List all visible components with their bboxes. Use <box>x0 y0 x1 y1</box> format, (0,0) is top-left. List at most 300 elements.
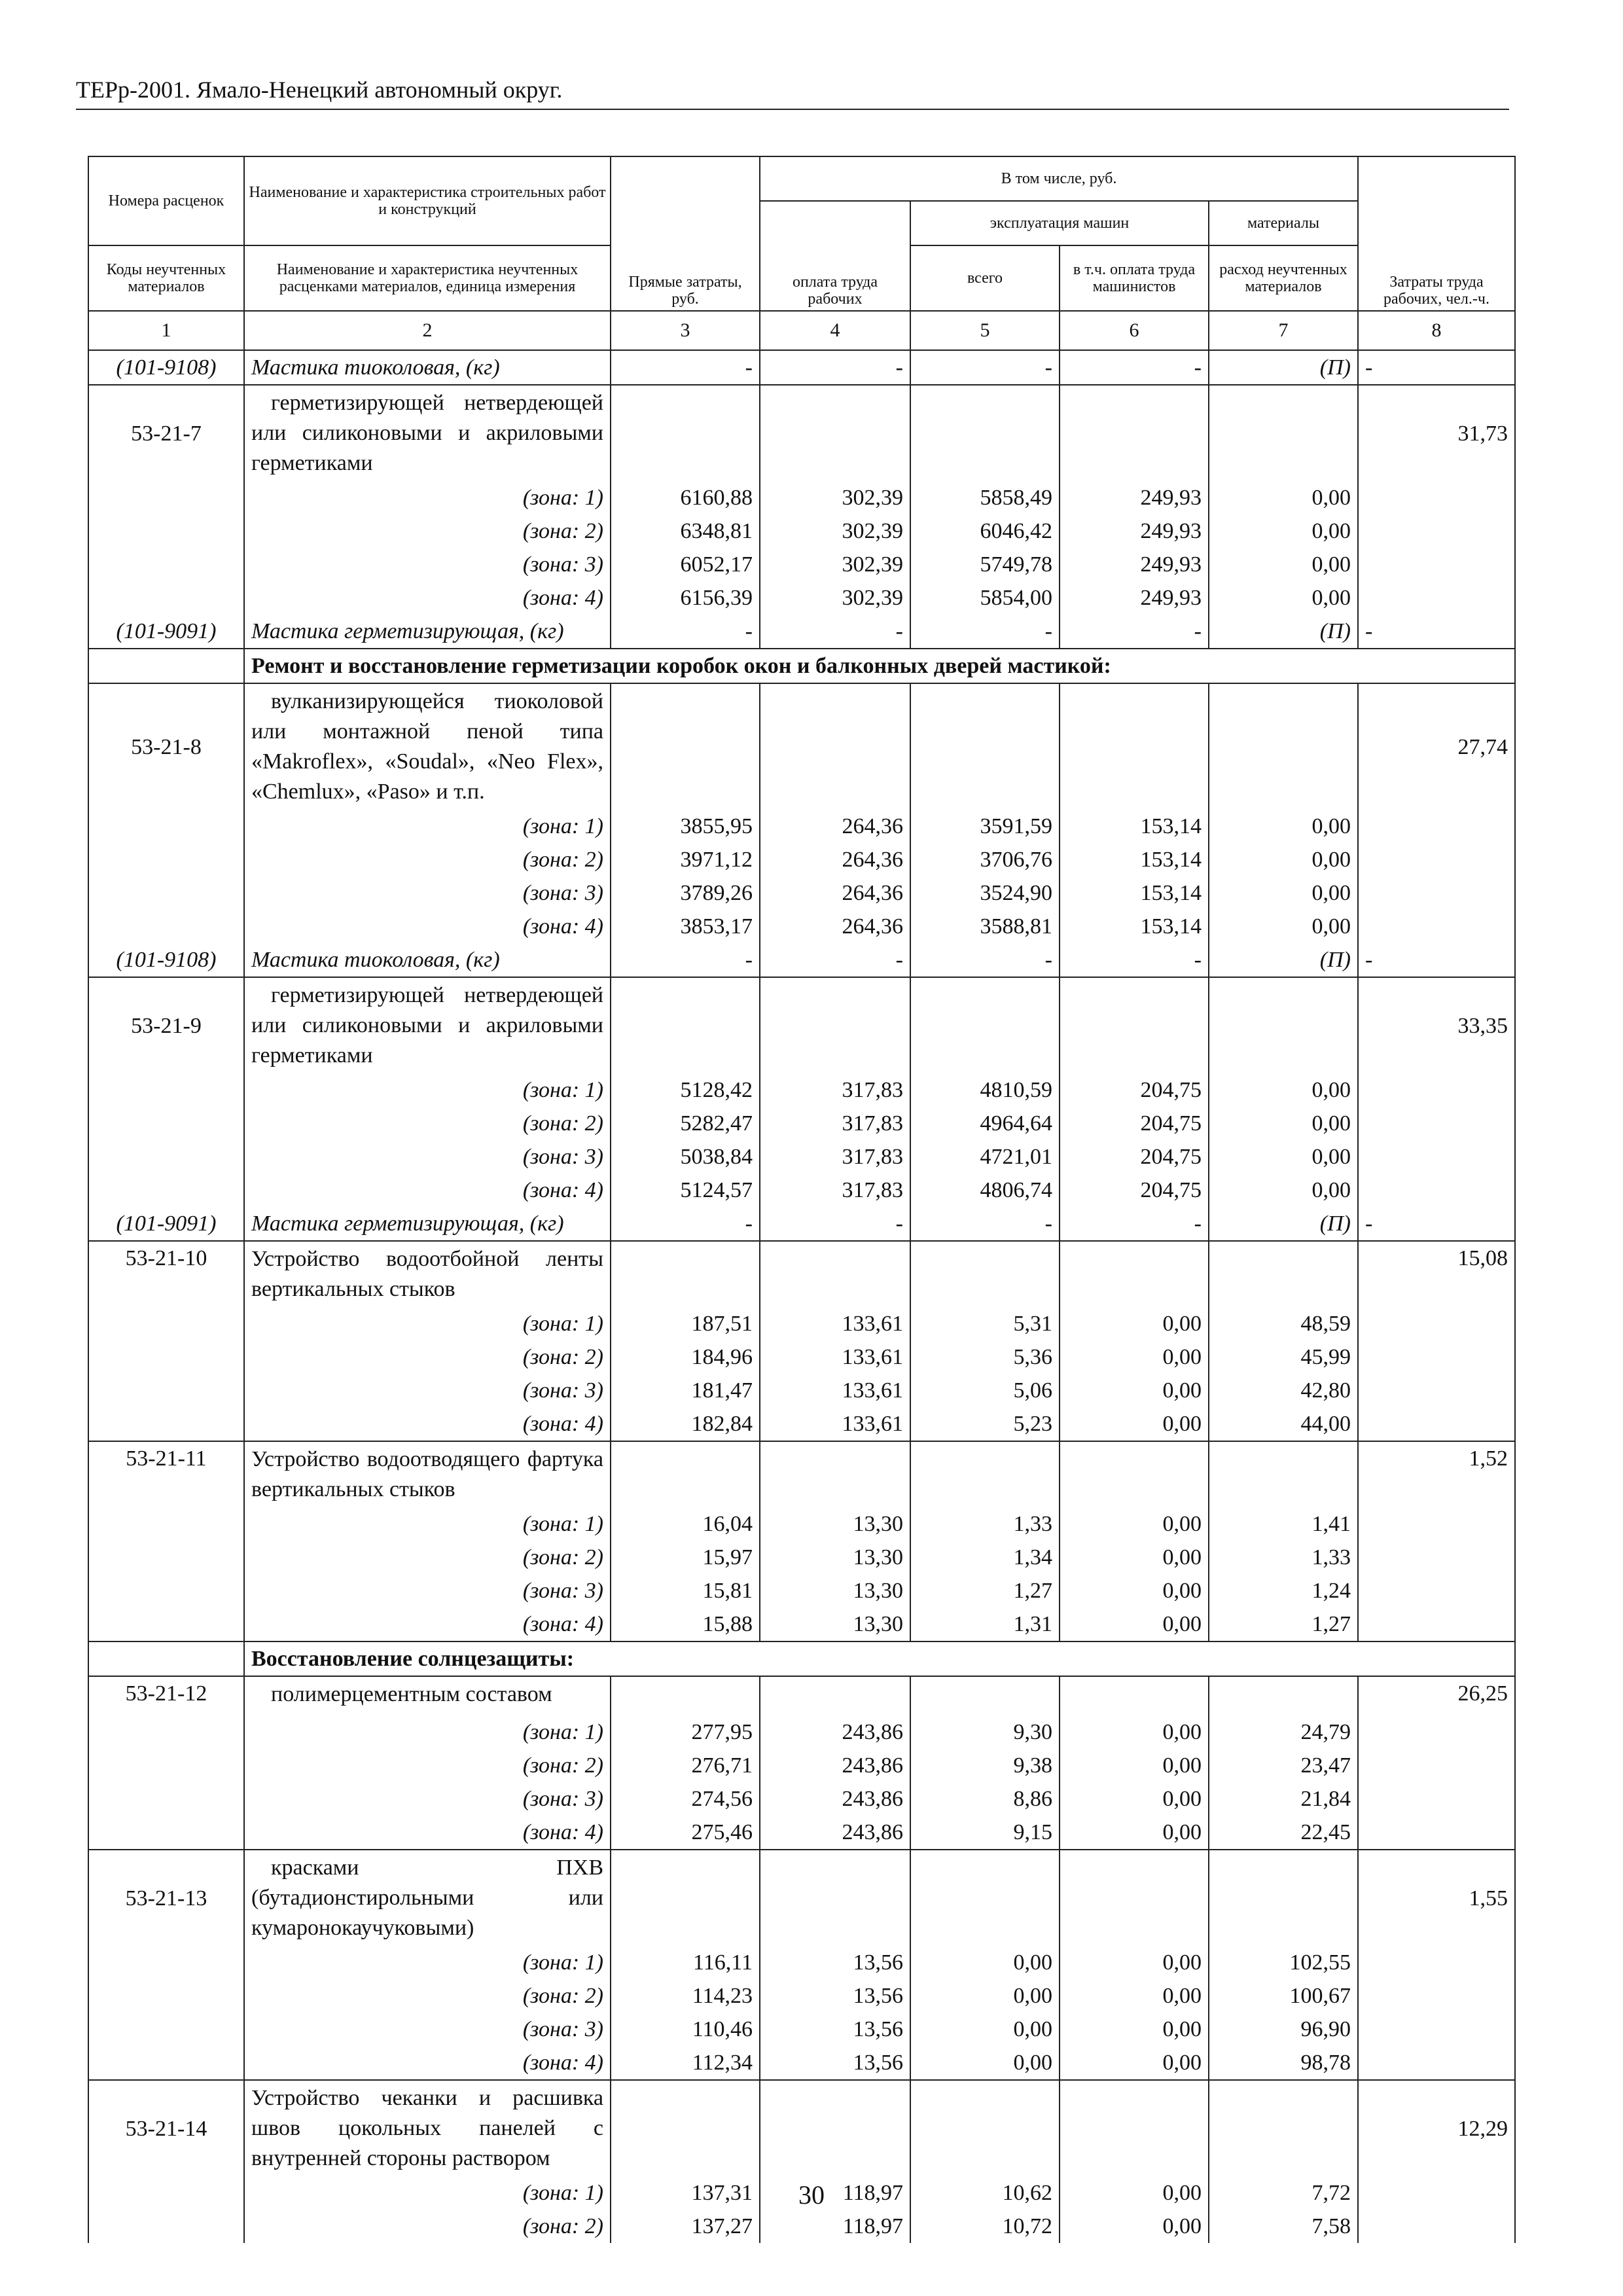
machine-cost: 5,31 <box>910 1307 1060 1340</box>
rate-description: вулканизирующейся тиоколовой или монтажной пеной типа «Makroflex», «Soudal», «Neo Flex», «Chemlux», «Paso» и т.п. <box>244 683 611 810</box>
machinist-wage: 0,00 <box>1060 1715 1209 1749</box>
direct-cost: 15,81 <box>611 1574 760 1607</box>
zone-label: (зона: 1) <box>244 1073 611 1107</box>
direct-cost: 5038,84 <box>611 1140 760 1174</box>
machine-cost: 0,00 <box>910 1946 1060 1979</box>
zone-label: (зона: 3) <box>244 548 611 581</box>
wage-cost: 243,86 <box>760 1749 910 1782</box>
material-cost: 7,72 <box>1209 2176 1358 2210</box>
material-cost: 0,00 <box>1209 910 1358 943</box>
dash: - <box>910 615 1060 649</box>
material-mark: (П) <box>1209 615 1358 649</box>
direct-cost: 277,95 <box>611 1715 760 1749</box>
machinist-wage: 0,00 <box>1060 1607 1209 1641</box>
machinist-wage: 153,14 <box>1060 810 1209 843</box>
machine-cost: 0,00 <box>910 1979 1060 2013</box>
zone-label: (зона: 3) <box>244 1782 611 1816</box>
material-cost: 1,33 <box>1209 1541 1358 1574</box>
wage-cost: 302,39 <box>760 548 910 581</box>
page-number: 30 <box>798 2180 825 2210</box>
material-code: (101-9091) <box>88 1207 244 1241</box>
machinist-wage: 0,00 <box>1060 1979 1209 2013</box>
zone-row <box>88 1541 1515 1574</box>
direct-cost: 6156,39 <box>611 581 760 615</box>
machinist-wage: 204,75 <box>1060 1107 1209 1140</box>
rate-code: 53-21-12 <box>88 1676 244 1715</box>
zone-label: (зона: 2) <box>244 1107 611 1140</box>
col1-bottom-header: Коды неучтенных материалов <box>88 245 244 311</box>
zone-label: (зона: 1) <box>244 1507 611 1541</box>
material-cost: 0,00 <box>1209 514 1358 548</box>
dash: - <box>760 350 910 385</box>
direct-cost: 181,47 <box>611 1374 760 1407</box>
direct-cost: 112,34 <box>611 2046 760 2080</box>
machinist-wage: 153,14 <box>1060 910 1209 943</box>
rate-row <box>88 1676 1515 1715</box>
direct-cost: 15,88 <box>611 1607 760 1641</box>
material-mark: (П) <box>1209 350 1358 385</box>
material-row <box>88 615 1515 649</box>
machine-cost: 5,06 <box>910 1374 1060 1407</box>
machinist-wage: 153,14 <box>1060 843 1209 876</box>
machine-cost: 9,30 <box>910 1715 1060 1749</box>
material-cost: 0,00 <box>1209 810 1358 843</box>
material-cost: 0,00 <box>1209 1174 1358 1207</box>
rate-description: Устройство водоотводящего фартука вертикальных стыков <box>244 1441 611 1507</box>
zone-row <box>88 1946 1515 1979</box>
machinist-wage: 0,00 <box>1060 2046 1209 2080</box>
machinist-wage: 0,00 <box>1060 1574 1209 1607</box>
col4-header: оплата труда рабочих <box>760 201 910 311</box>
zone-label: (зона: 4) <box>244 1607 611 1641</box>
rate-row <box>88 683 1515 810</box>
labor-cost: 26,25 <box>1358 1676 1515 1715</box>
wage-cost: 13,30 <box>760 1541 910 1574</box>
wage-cost: 13,30 <box>760 1507 910 1541</box>
machinist-wage: 249,93 <box>1060 548 1209 581</box>
wage-cost: 317,83 <box>760 1174 910 1207</box>
direct-cost: 184,96 <box>611 1340 760 1374</box>
machine-cost: 8,86 <box>910 1782 1060 1816</box>
zone-row <box>88 1782 1515 1816</box>
zone-row <box>88 481 1515 514</box>
direct-cost: 3789,26 <box>611 876 760 910</box>
dash: - <box>1060 615 1209 649</box>
material-cost: 42,80 <box>1209 1374 1358 1407</box>
direct-cost: 16,04 <box>611 1507 760 1541</box>
machine-cost: 0,00 <box>910 2013 1060 2046</box>
material-cost: 0,00 <box>1209 876 1358 910</box>
machine-cost: 0,00 <box>910 2046 1060 2080</box>
machines-header: эксплуатация машин <box>910 201 1209 245</box>
material-cost: 44,00 <box>1209 1407 1358 1441</box>
col-number: 4 <box>760 311 910 350</box>
material-cost: 22,45 <box>1209 1816 1358 1850</box>
zone-row <box>88 1374 1515 1407</box>
zone-row <box>88 2210 1515 2243</box>
direct-cost: 3855,95 <box>611 810 760 843</box>
material-name: Мастика тиоколовая, (кг) <box>244 943 611 977</box>
machine-cost: 1,33 <box>910 1507 1060 1541</box>
material-cost: 23,47 <box>1209 1749 1358 1782</box>
material-row <box>88 1207 1515 1241</box>
machine-cost: 4806,74 <box>910 1174 1060 1207</box>
material-mark: (П) <box>1209 1207 1358 1241</box>
wage-cost: 118,97 <box>760 2210 910 2243</box>
rate-row <box>88 1850 1515 1946</box>
rates-table <box>88 156 1516 2243</box>
machine-cost: 3706,76 <box>910 843 1060 876</box>
machinist-wage: 0,00 <box>1060 1407 1209 1441</box>
material-cost: 45,99 <box>1209 1340 1358 1374</box>
direct-cost: 137,31 <box>611 2176 760 2210</box>
machine-cost: 3524,90 <box>910 876 1060 910</box>
direct-cost: 114,23 <box>611 1979 760 2013</box>
rate-code: 53-21-13 <box>88 1850 244 1946</box>
col-number: 1 <box>88 311 244 350</box>
machinist-wage: 0,00 <box>1060 1507 1209 1541</box>
machinist-wage: 0,00 <box>1060 1946 1209 1979</box>
section-title: Восстановление солнцезащиты: <box>244 1641 1515 1676</box>
machinist-wage: 249,93 <box>1060 514 1209 548</box>
zone-row <box>88 876 1515 910</box>
machinist-wage: 0,00 <box>1060 1816 1209 1850</box>
material-name: Мастика тиоколовая, (кг) <box>244 350 611 385</box>
col2-bottom-header: Наименование и характеристика неучтенных расценками материалов, единица измерения <box>244 245 611 311</box>
zone-row <box>88 810 1515 843</box>
zone-row <box>88 1607 1515 1641</box>
rate-row <box>88 2080 1515 2176</box>
rate-row <box>88 977 1515 1073</box>
zone-row <box>88 1073 1515 1107</box>
direct-cost: 6160,88 <box>611 481 760 514</box>
labor-cost: 12,29 <box>1358 2080 1515 2176</box>
machine-cost: 5854,00 <box>910 581 1060 615</box>
zone-label: (зона: 2) <box>244 2210 611 2243</box>
col-number: 3 <box>611 311 760 350</box>
wage-cost: 133,61 <box>760 1340 910 1374</box>
rate-code: 53-21-8 <box>88 683 244 810</box>
machine-cost: 1,27 <box>910 1574 1060 1607</box>
col2-top-header: Наименование и характеристика строительных работ и конструкций <box>244 156 611 245</box>
dash: - <box>1060 943 1209 977</box>
zone-row <box>88 1407 1515 1441</box>
material-cost: 0,00 <box>1209 1140 1358 1174</box>
wage-cost: 317,83 <box>760 1140 910 1174</box>
dash: - <box>760 615 910 649</box>
wage-cost: 13,56 <box>760 1979 910 2013</box>
zone-label: (зона: 1) <box>244 1715 611 1749</box>
rate-row <box>88 1441 1515 1507</box>
zone-label: (зона: 4) <box>244 2046 611 2080</box>
wage-cost: 264,36 <box>760 810 910 843</box>
dash: - <box>760 1207 910 1241</box>
col-number: 7 <box>1209 311 1358 350</box>
machinist-wage: 0,00 <box>1060 1782 1209 1816</box>
zone-label: (зона: 4) <box>244 1816 611 1850</box>
zone-label: (зона: 4) <box>244 910 611 943</box>
wage-cost: 243,86 <box>760 1816 910 1850</box>
dash: - <box>1060 1207 1209 1241</box>
material-name: Мастика герметизирующая, (кг) <box>244 615 611 649</box>
col5-header: всего <box>910 245 1060 311</box>
machine-cost: 10,62 <box>910 2176 1060 2210</box>
direct-cost: 275,46 <box>611 1816 760 1850</box>
zone-row <box>88 1107 1515 1140</box>
wage-cost: 243,86 <box>760 1782 910 1816</box>
labor-cost: 15,08 <box>1358 1241 1515 1307</box>
zone-label: (зона: 4) <box>244 1174 611 1207</box>
machinist-wage: 0,00 <box>1060 2013 1209 2046</box>
zone-row <box>88 843 1515 876</box>
col-number: 2 <box>244 311 611 350</box>
zone-label: (зона: 3) <box>244 1574 611 1607</box>
zone-label: (зона: 1) <box>244 481 611 514</box>
material-cost: 1,24 <box>1209 1574 1358 1607</box>
zone-row <box>88 1979 1515 2013</box>
wage-cost: 243,86 <box>760 1715 910 1749</box>
machinist-wage: 0,00 <box>1060 1340 1209 1374</box>
machine-cost: 4721,01 <box>910 1140 1060 1174</box>
zone-label: (зона: 1) <box>244 1946 611 1979</box>
machinist-wage: 0,00 <box>1060 1541 1209 1574</box>
wage-cost: 264,36 <box>760 876 910 910</box>
material-cost: 0,00 <box>1209 548 1358 581</box>
col8-header: Затраты труда рабочих, чел.-ч. <box>1358 156 1515 311</box>
rate-row <box>88 1241 1515 1307</box>
zone-label: (зона: 3) <box>244 2013 611 2046</box>
direct-cost: 137,27 <box>611 2210 760 2243</box>
material-cost: 24,79 <box>1209 1715 1358 1749</box>
direct-cost: 3971,12 <box>611 843 760 876</box>
direct-cost: 5282,47 <box>611 1107 760 1140</box>
machine-cost: 1,31 <box>910 1607 1060 1641</box>
direct-cost: 276,71 <box>611 1749 760 1782</box>
zone-row <box>88 548 1515 581</box>
wage-cost: 317,83 <box>760 1073 910 1107</box>
material-cost: 0,00 <box>1209 581 1358 615</box>
material-code: (101-9108) <box>88 943 244 977</box>
zone-label: (зона: 1) <box>244 810 611 843</box>
zone-label: (зона: 2) <box>244 1541 611 1574</box>
rate-description: красками ПХВ (бутадионстирольными или кумаронокаучуковыми) <box>244 1850 611 1946</box>
wage-cost: 317,83 <box>760 1107 910 1140</box>
dash: - <box>611 615 760 649</box>
labor-cost: 1,52 <box>1358 1441 1515 1507</box>
col-number: 8 <box>1358 311 1515 350</box>
wage-cost: 302,39 <box>760 481 910 514</box>
material-cost: 0,00 <box>1209 481 1358 514</box>
machine-cost: 4810,59 <box>910 1073 1060 1107</box>
wage-cost: 13,30 <box>760 1607 910 1641</box>
zone-label: (зона: 3) <box>244 876 611 910</box>
material-cost: 100,67 <box>1209 1979 1358 2013</box>
materials-header: материалы <box>1209 201 1358 245</box>
material-cost: 98,78 <box>1209 2046 1358 2080</box>
labor-cost: 27,74 <box>1358 683 1515 810</box>
machine-cost: 1,34 <box>910 1541 1060 1574</box>
machinist-wage: 204,75 <box>1060 1174 1209 1207</box>
wage-cost: 302,39 <box>760 514 910 548</box>
labor-cost: 1,55 <box>1358 1850 1515 1946</box>
material-cost: 21,84 <box>1209 1782 1358 1816</box>
zone-row <box>88 1816 1515 1850</box>
zone-row <box>88 1749 1515 1782</box>
wage-cost: 302,39 <box>760 581 910 615</box>
rate-code: 53-21-9 <box>88 977 244 1073</box>
direct-cost: 5128,42 <box>611 1073 760 1107</box>
rate-description: полимерцементным составом <box>244 1676 611 1715</box>
col6-header: в т.ч. оплата труда машинистов <box>1060 245 1209 311</box>
machine-cost: 3588,81 <box>910 910 1060 943</box>
zone-label: (зона: 4) <box>244 581 611 615</box>
machinist-wage: 204,75 <box>1060 1073 1209 1107</box>
machine-cost: 3591,59 <box>910 810 1060 843</box>
labor-cost: 33,35 <box>1358 977 1515 1073</box>
material-code: (101-9108) <box>88 350 244 385</box>
zone-label: (зона: 2) <box>244 1340 611 1374</box>
wage-cost: 13,56 <box>760 2013 910 2046</box>
dash: - <box>760 943 910 977</box>
machine-cost: 5749,78 <box>910 548 1060 581</box>
material-cost: 0,00 <box>1209 1073 1358 1107</box>
zone-row <box>88 910 1515 943</box>
machinist-wage: 249,93 <box>1060 481 1209 514</box>
direct-cost: 187,51 <box>611 1307 760 1340</box>
direct-cost: 110,46 <box>611 2013 760 2046</box>
material-cost: 1,27 <box>1209 1607 1358 1641</box>
rate-description: герметизирующей нетвердеющей или силиконовыми и акриловыми герметиками <box>244 977 611 1073</box>
machine-cost: 10,72 <box>910 2210 1060 2243</box>
rate-row <box>88 385 1515 481</box>
dash: - <box>910 943 1060 977</box>
section-title: Ремонт и восстановление герметизации коробок окон и балконных дверей мастикой: <box>244 649 1515 683</box>
zone-row <box>88 581 1515 615</box>
machinist-wage: 0,00 <box>1060 1307 1209 1340</box>
zone-label: (зона: 1) <box>244 1307 611 1340</box>
zone-row <box>88 1715 1515 1749</box>
material-cost: 96,90 <box>1209 2013 1358 2046</box>
zone-row <box>88 1174 1515 1207</box>
material-cost: 48,59 <box>1209 1307 1358 1340</box>
group-header: В том числе, руб. <box>760 156 1358 201</box>
machine-cost: 6046,42 <box>910 514 1060 548</box>
zone-row <box>88 2046 1515 2080</box>
machinist-wage: 0,00 <box>1060 2176 1209 2210</box>
col1-top-header: Номера расценок <box>88 156 244 245</box>
wage-cost: 133,61 <box>760 1407 910 1441</box>
zone-row <box>88 1340 1515 1374</box>
direct-cost: 15,97 <box>611 1541 760 1574</box>
zone-row <box>88 514 1515 548</box>
rate-code: 53-21-14 <box>88 2080 244 2176</box>
zone-label: (зона: 3) <box>244 1374 611 1407</box>
dash: - <box>1358 615 1515 649</box>
rate-description: Устройство водоотбойной ленты вертикальных стыков <box>244 1241 611 1307</box>
col3-header: Прямые затраты, руб. <box>611 156 760 311</box>
machine-cost: 5858,49 <box>910 481 1060 514</box>
direct-cost: 6052,17 <box>611 548 760 581</box>
material-cost: 7,58 <box>1209 2210 1358 2243</box>
zone-label: (зона: 2) <box>244 1979 611 2013</box>
zone-label: (зона: 2) <box>244 1749 611 1782</box>
dash: - <box>611 1207 760 1241</box>
machinist-wage: 0,00 <box>1060 2210 1209 2243</box>
zone-label: (зона: 4) <box>244 1407 611 1441</box>
col-number: 5 <box>910 311 1060 350</box>
rate-code: 53-21-7 <box>88 385 244 481</box>
dash: - <box>611 350 760 385</box>
zone-label: (зона: 2) <box>244 843 611 876</box>
rate-description: герметизирующей нетвердеющей или силиконовыми и акриловыми герметиками <box>244 385 611 481</box>
material-name: Мастика герметизирующая, (кг) <box>244 1207 611 1241</box>
material-cost: 102,55 <box>1209 1946 1358 1979</box>
machinist-wage: 0,00 <box>1060 1749 1209 1782</box>
direct-cost: 274,56 <box>611 1782 760 1816</box>
machinist-wage: 153,14 <box>1060 876 1209 910</box>
rate-code: 53-21-10 <box>88 1241 244 1307</box>
zone-label: (зона: 2) <box>244 514 611 548</box>
dash: - <box>910 1207 1060 1241</box>
section-row <box>88 649 1515 683</box>
material-mark: (П) <box>1209 943 1358 977</box>
zone-row <box>88 1140 1515 1174</box>
direct-cost: 5124,57 <box>611 1174 760 1207</box>
dash: - <box>1358 1207 1515 1241</box>
dash: - <box>1358 943 1515 977</box>
material-row <box>88 350 1515 385</box>
wage-cost: 264,36 <box>760 910 910 943</box>
dash: - <box>910 350 1060 385</box>
material-row <box>88 943 1515 977</box>
col7-header: расход неучтенных материалов <box>1209 245 1358 311</box>
dash: - <box>611 943 760 977</box>
page-header: ТЕРр-2001. Ямало-Ненецкий автономный округ. <box>76 76 1509 110</box>
rate-code: 53-21-11 <box>88 1441 244 1507</box>
machine-cost: 9,38 <box>910 1749 1060 1782</box>
wage-cost: 13,56 <box>760 1946 910 1979</box>
wage-cost: 118,97 <box>760 2176 910 2210</box>
labor-cost: 31,73 <box>1358 385 1515 481</box>
machinist-wage: 204,75 <box>1060 1140 1209 1174</box>
material-code: (101-9091) <box>88 615 244 649</box>
wage-cost: 133,61 <box>760 1374 910 1407</box>
machinist-wage: 249,93 <box>1060 581 1209 615</box>
material-cost: 0,00 <box>1209 843 1358 876</box>
zone-label: (зона: 1) <box>244 2176 611 2210</box>
machine-cost: 9,15 <box>910 1816 1060 1850</box>
wage-cost: 13,56 <box>760 2046 910 2080</box>
direct-cost: 6348,81 <box>611 514 760 548</box>
direct-cost: 116,11 <box>611 1946 760 1979</box>
direct-cost: 182,84 <box>611 1407 760 1441</box>
material-cost: 1,41 <box>1209 1507 1358 1541</box>
machinist-wage: 0,00 <box>1060 1374 1209 1407</box>
machine-cost: 5,36 <box>910 1340 1060 1374</box>
dash: - <box>1358 350 1515 385</box>
zone-row <box>88 1574 1515 1607</box>
material-cost: 0,00 <box>1209 1107 1358 1140</box>
dash: - <box>1060 350 1209 385</box>
section-row <box>88 1641 1515 1676</box>
wage-cost: 264,36 <box>760 843 910 876</box>
wage-cost: 133,61 <box>760 1307 910 1340</box>
zone-row <box>88 2013 1515 2046</box>
machine-cost: 4964,64 <box>910 1107 1060 1140</box>
zone-row <box>88 1507 1515 1541</box>
zone-label: (зона: 3) <box>244 1140 611 1174</box>
rate-description: Устройство чеканки и расшивка швов цокольных панелей с внутренней стороны раствором <box>244 2080 611 2176</box>
